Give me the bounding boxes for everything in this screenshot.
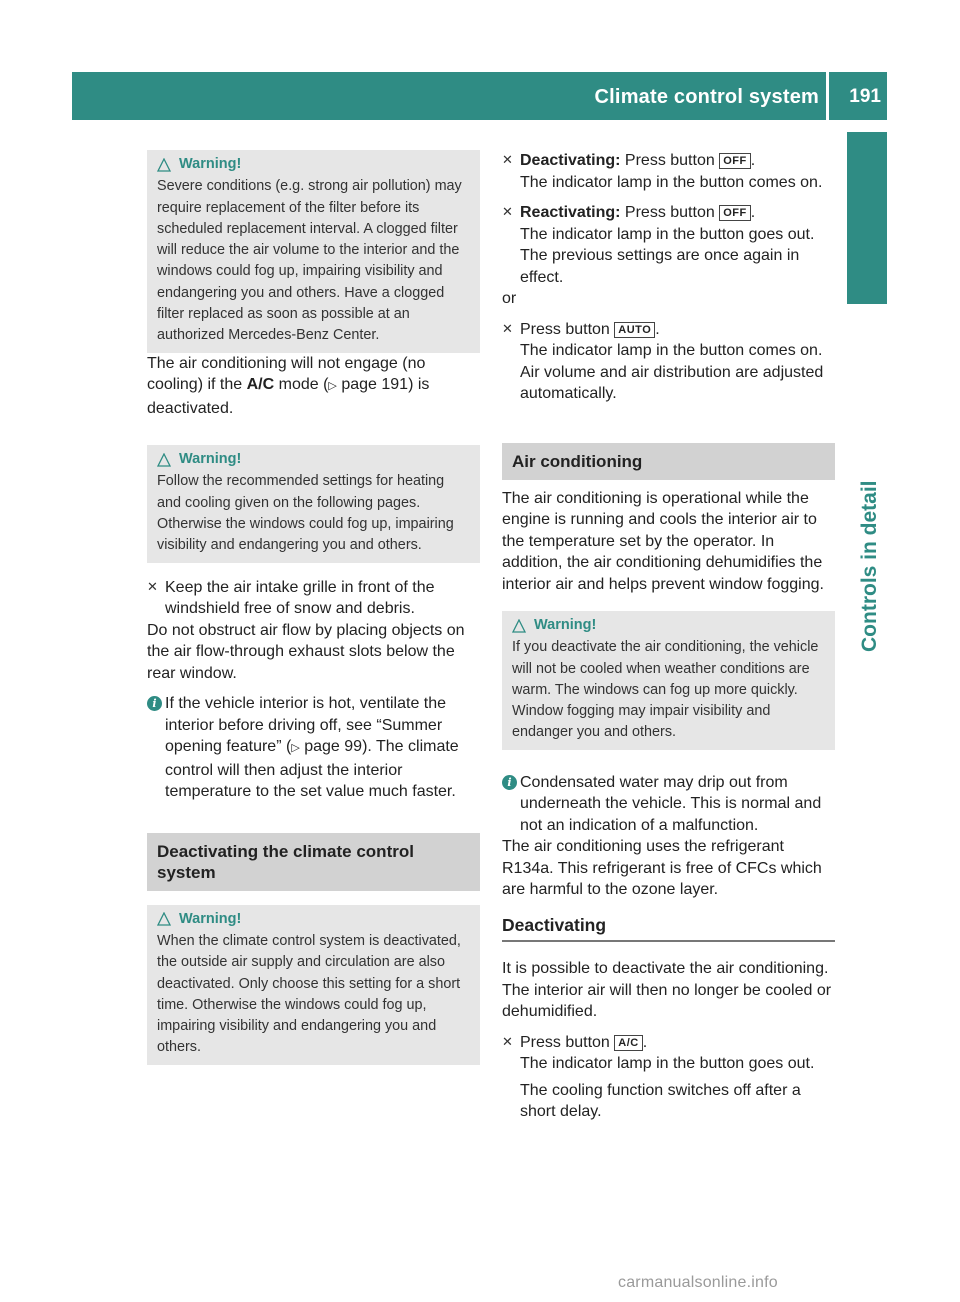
step-result: The indicator lamp in the button goes out. <box>520 1055 815 1073</box>
chapter-tab-text: Controls in detail <box>858 480 881 652</box>
warning-box <box>502 611 835 750</box>
mode-name: A/C <box>246 376 275 394</box>
page-number: 191 <box>849 86 881 107</box>
step-arrow-icon: ✕ <box>502 204 513 219</box>
instruction-step <box>502 202 835 288</box>
info-note <box>502 772 835 837</box>
info-text: Condensated water may drip out from underneath the vehicle. This is normal and not an indication of a malfunction. <box>520 773 822 834</box>
chapter-tab-label <box>846 312 886 652</box>
header-divider <box>826 72 829 120</box>
warning-heading <box>157 449 472 470</box>
step-text: Press button <box>520 320 615 338</box>
left-column <box>147 150 480 1065</box>
paragraph-text: ) is deactivated. <box>147 376 430 417</box>
step-arrow-icon: ✕ <box>502 1033 513 1049</box>
step-text: . <box>642 1033 648 1051</box>
instruction-step <box>502 150 835 193</box>
warning-heading-text: Warning! <box>534 617 597 633</box>
step-result: The cooling function switches off after a short delay. <box>520 1081 801 1121</box>
warning-box <box>147 905 480 1065</box>
chapter-tab-marker <box>847 132 887 304</box>
warning-text: If you deactivate the air conditioning, the vehicle will not be cooled when weather conditions are warm. The windows can fog up more quickly. Window fogging may impair visibility and endanger you and others. <box>512 639 819 741</box>
subsection-heading: Deactivating <box>502 915 835 943</box>
paragraph: Do not obstruct air flow by placing objects on the air flow-through exhaust slots below the rear window. <box>147 621 465 682</box>
or-separator: or <box>502 290 517 307</box>
warning-triangle-icon <box>512 619 526 633</box>
step-result: The indicator lamp in the button goes out. The previous settings are once again in effect. <box>520 225 815 286</box>
step-text: . <box>655 320 660 338</box>
info-text: ). The climate control will then adjust the interior temperature to the set value much faster. <box>165 738 459 801</box>
info-icon: i <box>147 696 162 711</box>
warning-heading-text: Warning! <box>179 451 242 468</box>
step-label: Deactivating: <box>520 152 621 169</box>
page-reference-link[interactable]: page 99 <box>304 738 363 756</box>
page-reference-link[interactable]: page 191 <box>341 376 409 394</box>
step-result: The indicator lamp in the button comes on. Air volume and air distribution are adjusted automatically. <box>520 342 824 402</box>
info-text: If the vehicle interior is hot, ventilate the interior before driving off, see “Summer opening feature” ( <box>165 695 447 756</box>
step-text: Keep the air intake grille in front of the windshield free of snow and debris. <box>165 578 435 618</box>
paragraph: The air conditioning is operational while the engine is running and cools the interior air to the temperature set by the operator. In addition, the air conditioning dehumidifies the interior air and helps prevent window fogging. <box>502 489 824 593</box>
warning-box <box>147 445 480 562</box>
page-header <box>72 72 887 120</box>
watermark: carmanualsonline.info <box>618 1274 778 1291</box>
off-button-symbol: OFF <box>719 205 751 221</box>
right-column <box>502 150 835 1123</box>
section-heading: Deactivating the climate control system <box>147 833 480 891</box>
page-ref-arrow-icon: ▷ <box>328 380 337 393</box>
step-text: Press button <box>620 152 720 169</box>
warning-heading <box>157 154 472 175</box>
step-result: The indicator lamp in the button comes on. <box>520 173 823 191</box>
page-ref-arrow-icon: ▷ <box>291 742 300 755</box>
warning-heading <box>512 615 827 636</box>
step-text: . <box>750 152 756 169</box>
step-text: Press button <box>620 204 720 221</box>
warning-box <box>147 150 480 353</box>
step-text: . <box>750 204 756 221</box>
warning-heading-text: Warning! <box>179 156 242 172</box>
instruction-step <box>502 319 835 405</box>
info-note <box>147 693 480 803</box>
auto-button-symbol: AUTO <box>614 322 655 338</box>
warning-heading <box>157 909 472 930</box>
warning-heading-text: Warning! <box>179 910 242 927</box>
step-arrow-icon: ✕ <box>502 320 513 336</box>
info-icon: i <box>502 775 517 790</box>
warning-text: When the climate control system is deactivated, the outside air supply and circulation are also deactivated. Only choose this setting for a short time. Otherwise the windows could fog up, impairing visibility and endangering you and others. <box>157 932 461 1056</box>
paragraph-text: The air conditioning will not engage (no cooling) if the <box>147 354 426 394</box>
paragraph: It is possible to deactivate the air conditioning. The interior air will then no longer be cooled or dehumidified. <box>502 960 832 1021</box>
step-arrow-icon: ✕ <box>147 578 158 594</box>
warning-text: Severe conditions (e.g. strong air pollution) may require replacement of the filter before its scheduled replacement interval. A clogged filter will reduce the air volume to the interior and the windows could fog up, impairing visibility and endangering you and others. Have a clogged filter replaced as soon as possible at an authorized Mercedes-Benz Center. <box>157 178 462 344</box>
ac-button-symbol: A/C <box>614 1035 642 1051</box>
instruction-step <box>147 577 480 620</box>
step-arrow-icon: ✕ <box>502 152 513 167</box>
warning-text: Follow the recommended settings for heating and cooling given on the following pages. Otherwise the windows could fog up, impairing visibility and endangering you and others. <box>157 473 454 554</box>
step-text: Press button <box>520 1033 615 1051</box>
paragraph: The air conditioning uses the refrigerant R134a. This refrigerant is free of CFCs which are harmful to the ozone layer. <box>502 838 822 899</box>
step-label: Reactivating: <box>520 204 621 221</box>
paragraph-text: mode ( <box>274 376 329 394</box>
section-heading: Air conditioning <box>502 443 835 480</box>
warning-triangle-icon <box>157 453 171 467</box>
instruction-step <box>502 1032 835 1123</box>
warning-triangle-icon <box>157 158 171 172</box>
warning-triangle-icon <box>157 912 171 926</box>
page-title: Climate control system <box>594 86 819 108</box>
off-button-symbol: OFF <box>719 153 751 169</box>
paragraph <box>147 353 480 420</box>
